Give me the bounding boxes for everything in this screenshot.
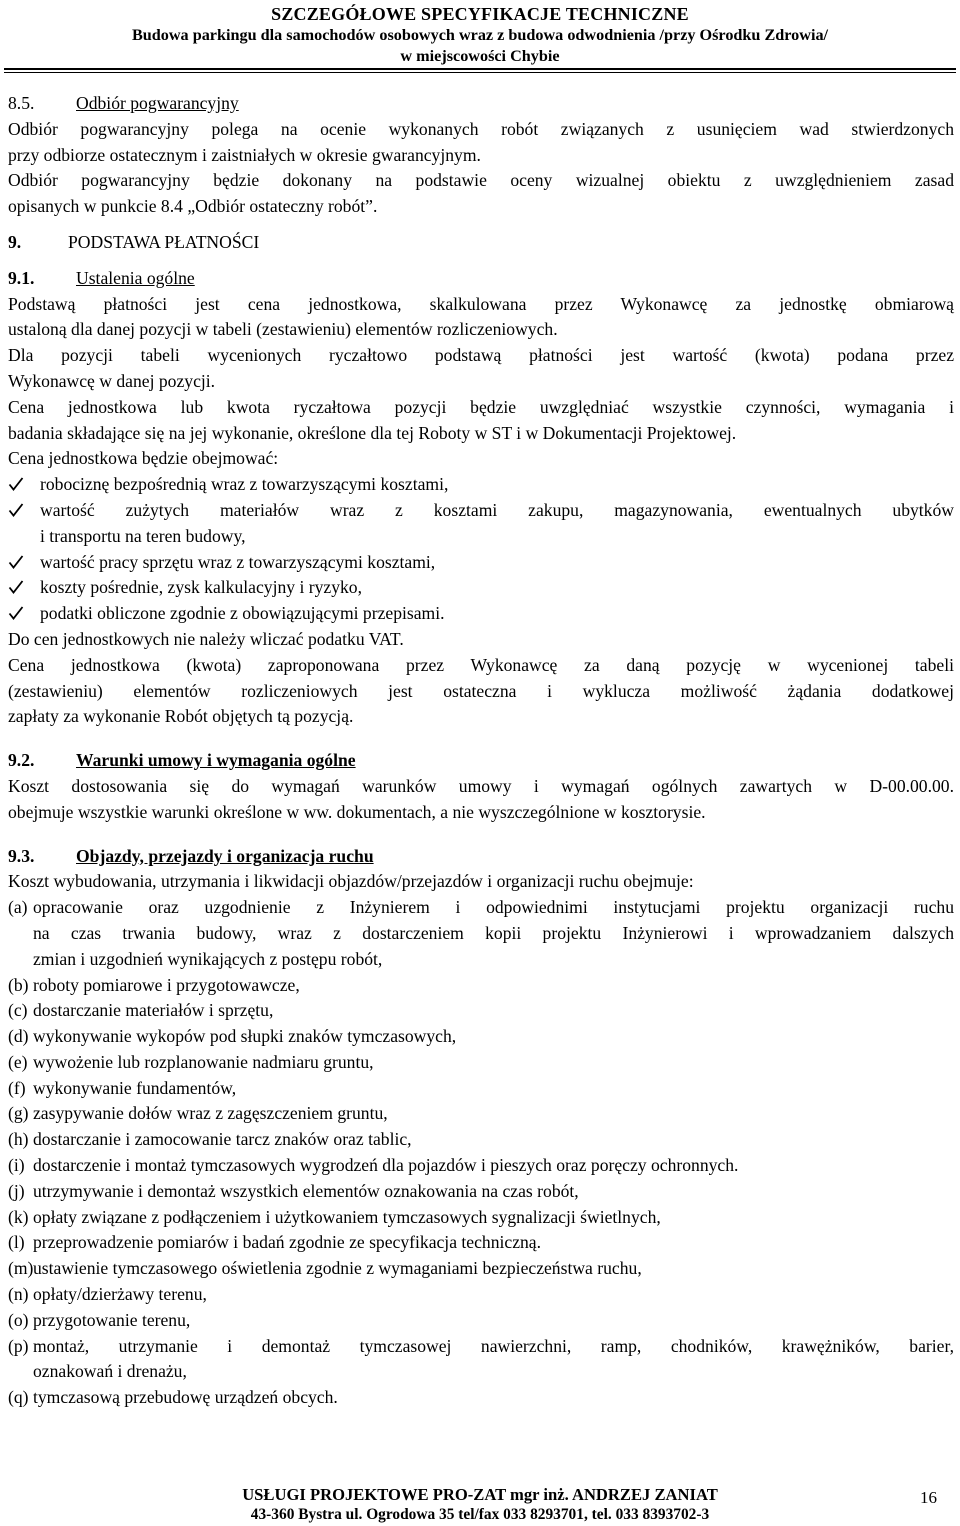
list-item-label: (m) — [8, 1258, 34, 1279]
footer-company: USŁUGI PROJEKTOWE PRO-ZAT mgr inż. ANDRZEJ ZANIAT — [242, 1485, 718, 1504]
section-title: Odbiór pogwarancyjny — [76, 93, 239, 113]
list-item-text: dostarczenie i montaż tymczasowych wygrodzeń dla pojazdów i pieszych oraz poręczy ochronnych. — [33, 1155, 739, 1176]
list-item-label: (j) — [8, 1180, 25, 1201]
check-mark-icon — [8, 601, 40, 627]
header-divider — [4, 68, 956, 70]
list-item — [8, 498, 954, 524]
list-item-text: tymczasową przebudowę urządzeń obcych. — [33, 1387, 338, 1408]
paragraph-line: Cena jednostkowa lub kwota ryczałtowa pozycji będzie uwzględniać wszystkie czynności, wymagania i — [8, 396, 954, 417]
paragraph-line: Podstawą płatności jest cena jednostkowa, skalkulowana przez Wykonawcę za jednostkę obmiarową — [8, 293, 954, 314]
list-item-text: wywożenie lub rozplanowanie nadmiaru gruntu, — [33, 1051, 374, 1072]
list-item — [8, 998, 954, 1024]
list-item — [8, 1050, 954, 1076]
list-item-text: opracowanie oraz uzgodnienie z Inżynierem i odpowiednimi instytucjami projektu organizacji ruchu — [33, 897, 954, 918]
list-item — [8, 1256, 954, 1282]
list-item-text: przygotowanie terenu, — [33, 1309, 191, 1330]
check-mark-icon — [8, 498, 40, 524]
list-item-text: koszty pośrednie, zysk kalkulacyjny i ryzyko, — [40, 577, 362, 598]
paragraph-line: zapłaty za wykonanie Robót objętych tą pozycją. — [8, 706, 354, 727]
check-mark-icon — [8, 550, 40, 576]
list-item — [8, 1101, 954, 1127]
document-body — [8, 91, 954, 1411]
list-item-text: zasypywanie dołów wraz z zagęszczeniem gruntu, — [33, 1103, 388, 1124]
list-item-continuation: na czas trwania budowy, wraz z dostarczeniem kopii projektu Inżynierowi i wprowadzaniem dalszych — [33, 922, 954, 943]
check-mark-icon — [8, 472, 40, 498]
paragraph-line: opisanych w punkcie 8.4 „Odbiór ostateczny robót”. — [8, 196, 378, 217]
paragraph-line: badania składające się na jej wykonanie, określone dla tej Roboty w ST i w Dokumentacji Projektowej. — [8, 422, 737, 443]
list-item-text: wartość pracy sprzętu wraz z towarzyszącymi kosztami, — [40, 551, 436, 572]
list-item — [8, 895, 954, 921]
list-item-text: wykonywanie wykopów pod słupki znaków tymczasowych, — [33, 1026, 457, 1047]
paragraph-line: (zestawieniu) elementów rozliczeniowych jest ostateczna i wyklucza możliwość żądania dodatkowej — [8, 680, 954, 701]
page-number: 16 — [920, 1488, 937, 1507]
list-item — [8, 1205, 954, 1231]
list-item — [8, 1153, 954, 1179]
check-mark-icon — [8, 575, 40, 601]
list-item-text: roboty pomiarowe i przygotowawcze, — [33, 974, 300, 995]
header-subtitle: Budowa parkingu dla samochodów osobowych wraz z budowa odwodnienia /przy Ośrodku Zdrowia/ — [131, 26, 829, 44]
header-title: SZCZEGÓŁOWE SPECYFIKACJE TECHNICZNE — [271, 4, 689, 24]
section-number: 8.5. — [8, 93, 35, 113]
list-item — [8, 472, 954, 498]
section-heading-9-3 — [8, 844, 954, 870]
section-heading-8-5 — [8, 91, 954, 117]
list-item-text: wykonywanie fundamentów, — [33, 1077, 237, 1098]
list-item — [8, 1334, 954, 1360]
paragraph-line: Koszt wybudowania, utrzymania i likwidacji objazdów/przejazdów i organizacji ruchu obejmuje: — [8, 871, 694, 892]
list-item — [8, 575, 954, 601]
section-number: 9. — [8, 231, 22, 252]
paragraph-line: przy odbiorze ostatecznym i zaistniałych w okresie gwarancyjnym. — [8, 144, 481, 165]
section-number: 9.3. — [8, 845, 35, 866]
list-item — [8, 1385, 954, 1411]
list-item-text: dostarczanie materiałów i sprzętu, — [33, 1000, 274, 1021]
list-item — [8, 601, 954, 627]
list-item-label: (a) — [8, 897, 28, 918]
paragraph-line: obejmuje wszystkie warunki określone w ww. dokumentach, a nie wyszczególnione w kosztorysie. — [8, 801, 706, 822]
list-item-label: (n) — [8, 1284, 29, 1305]
footer-address: 43-360 Bystra ul. Ogrodowa 35 tel/fax 033 8293701, tel. 033 8393702-3 — [250, 1506, 710, 1523]
list-item — [8, 1076, 954, 1102]
list-item — [8, 1127, 954, 1153]
list-item-text: ustawienie tymczasowego oświetlenia zgodnie z wymaganiami bezpieczeństwa ruchu, — [33, 1258, 642, 1279]
list-item-label: (p) — [8, 1335, 29, 1356]
list-item — [8, 1230, 954, 1256]
paragraph-line: Wykonawcę w danej pozycji. — [8, 370, 216, 391]
paragraph-line: ustaloną dla danej pozycji w tabeli (zestawieniu) elementów rozliczeniowych. — [8, 319, 558, 340]
list-item-label: (d) — [8, 1026, 29, 1047]
list-item-text: utrzymywanie i demontaż wszystkich elementów oznakowania na czas robót, — [33, 1180, 579, 1201]
list-item — [8, 1024, 954, 1050]
list-item-continuation: i transportu na teren budowy, — [40, 525, 246, 546]
list-item-text: opłaty/dzierżawy terenu, — [33, 1284, 207, 1305]
list-item-label: (b) — [8, 974, 29, 995]
list-item-text: przeprowadzenie pomiarów i badań zgodnie ze specyfikacja techniczną. — [33, 1232, 542, 1253]
lettered-list — [8, 895, 954, 1411]
section-title: Ustalenia ogólne — [76, 267, 195, 288]
list-item-text: wartość zużytych materiałów wraz z kosztami zakupu, magazynowania, ewentualnych ubytków — [40, 499, 954, 520]
list-item-label: (f) — [8, 1077, 26, 1098]
header-location: w miejscowości Chybie — [400, 47, 560, 65]
section-heading-9 — [8, 230, 954, 256]
list-item-text: dostarczanie i zamocowanie tarcz znaków oraz tablic, — [33, 1129, 412, 1150]
section-number: 9.1. — [8, 267, 35, 288]
paragraph-line: Odbiór pogwarancyjny polega na ocenie wykonanych robót związanych z usunięciem wad stwierdzonych — [8, 118, 954, 139]
list-item-label: (g) — [8, 1103, 29, 1124]
paragraph-line: Do cen jednostkowych nie należy wliczać podatku VAT. — [8, 628, 404, 649]
list-item — [8, 973, 954, 999]
page-header — [0, 4, 960, 67]
section-number: 9.2. — [8, 750, 35, 771]
list-item-text: montaż, utrzymanie i demontaż tymczasowej nawierzchni, ramp, chodników, krawężników, barier, — [33, 1335, 954, 1356]
list-item — [8, 1282, 954, 1308]
list-item-text: podatki obliczone zgodnie z obowiązującymi przepisami. — [40, 603, 445, 624]
list-item — [8, 550, 954, 576]
section-title: Warunki umowy i wymagania ogólne — [76, 750, 356, 771]
section-heading-9-2 — [8, 748, 954, 774]
list-item-label: (k) — [8, 1206, 29, 1227]
paragraph-line: Cena jednostkowa będzie obejmować: — [8, 448, 279, 469]
list-item-continuation: zmian i uzgodnień wynikających z postępu robót, — [33, 948, 383, 969]
paragraph-line: Odbiór pogwarancyjny będzie dokonany na podstawie oceny wizualnej obiektu z uwzględnieniem zasad — [8, 170, 954, 191]
list-item-text: opłaty związane z podłączeniem i użytkowaniem tymczasowych sygnalizacji świetlnych, — [33, 1206, 661, 1227]
list-item-label: (l) — [8, 1232, 25, 1253]
header-divider-thin — [4, 72, 956, 73]
list-item-label: (e) — [8, 1051, 28, 1072]
list-item-label: (h) — [8, 1129, 29, 1150]
list-item — [8, 1179, 954, 1205]
paragraph-line: Cena jednostkowa (kwota) zaproponowana przez Wykonawcę za daną pozycję w wycenionej tabeli — [8, 654, 954, 675]
paragraph-line: Dla pozycji tabeli wycenionych ryczałtowo podstawą płatności jest wartość (kwota) podana przez — [8, 345, 954, 366]
list-item-continuation: oznakowań i drenażu, — [33, 1361, 187, 1382]
list-item — [8, 1308, 954, 1334]
paragraph-line: Koszt dostosowania się do wymagań warunków umowy i wymagań ogólnych zawartych w D-00.00.00. — [8, 775, 954, 796]
list-item-label: (i) — [8, 1155, 25, 1176]
list-item-label: (o) — [8, 1309, 29, 1330]
section-heading-9-1 — [8, 266, 954, 292]
list-item-label: (q) — [8, 1387, 29, 1408]
list-item-text: robociznę bezpośrednią wraz z towarzyszącymi kosztami, — [40, 474, 449, 495]
section-title: Objazdy, przejazdy i organizacja ruchu — [76, 845, 374, 866]
list-item-label: (c) — [8, 1000, 28, 1021]
section-title: PODSTAWA PŁATNOŚCI — [68, 231, 260, 252]
